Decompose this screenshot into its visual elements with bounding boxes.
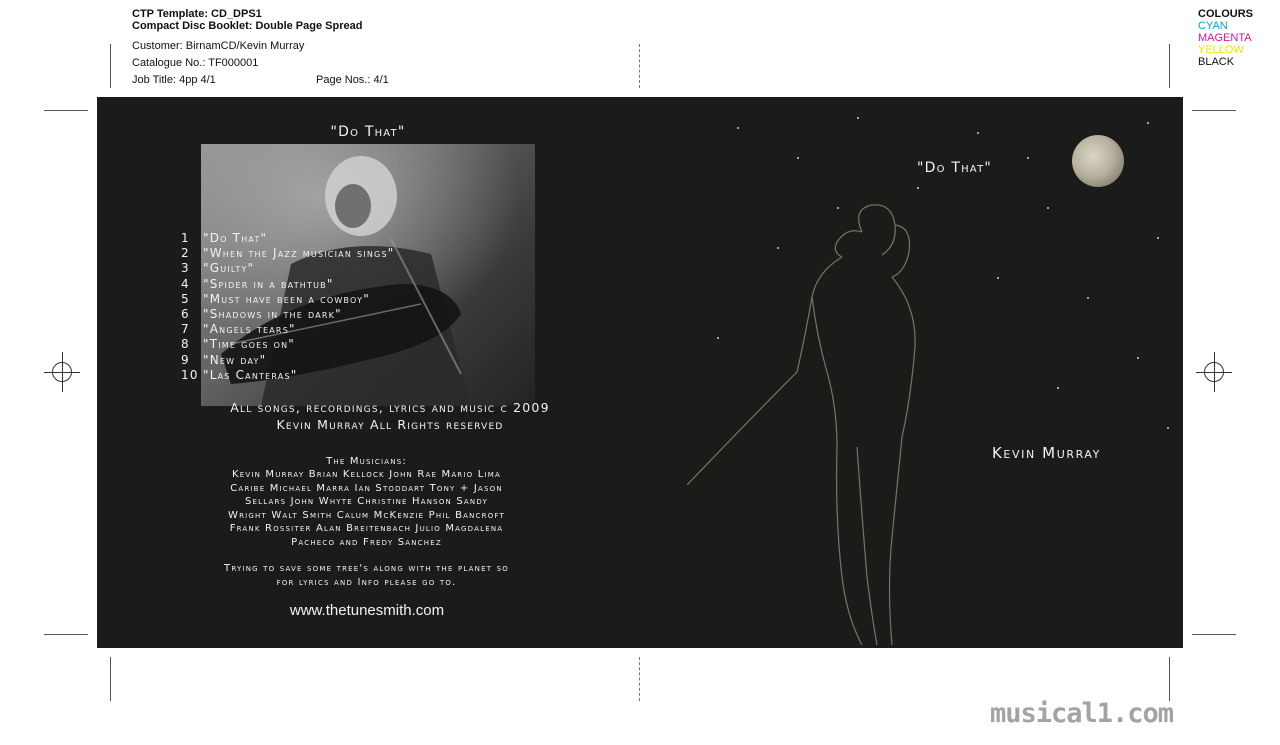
star [1027,157,1029,159]
star [1147,122,1149,124]
colour-magenta: MAGENTA [1198,32,1252,44]
musicians-line: Caribe Michael Marra Ian Stoddart Tony + Jason [230,482,503,494]
track-list-item: 6 "Shadows in the dark" [181,307,342,322]
star [997,277,999,279]
track-list-item: 9 "New day" [181,352,267,367]
track-list-item: 10 "Las Canteras" [181,367,298,382]
star [797,157,799,159]
copyright-line-1: All songs, recordings, lyrics and music c 2009 [230,400,550,415]
star [1047,207,1049,209]
star [977,132,979,134]
artist-name: Kevin Murray [992,444,1101,462]
track-list-item: 5 "Must have been a cowboy" [181,291,370,306]
colour-cyan: CYAN [1198,20,1228,32]
front-cover-title: "Do That" [917,160,993,176]
watermark-logo: musical1.com [990,698,1174,729]
star [1167,427,1169,429]
track-list-item: 3 "Guilty" [181,261,255,276]
crop-mark [1192,634,1236,635]
musicians-line: Wright Walt Smith Calum McKenzie Phil Bancroft [227,509,506,521]
registration-line [1214,352,1215,392]
track-list-item: 2 "When the Jazz musician sings" [181,246,395,261]
crop-mark [44,634,88,635]
track-list-item: 7 "Angels tears" [181,322,296,337]
catalogue-label: Catalogue No.: TF000001 [132,57,259,69]
customer-label: Customer: BirnamCD/Kevin Murray [132,40,305,52]
musicians-line: Sellars John Whyte Christine Hanson Sandy [244,496,488,507]
track-list-item: 1 "Do That" [181,231,268,245]
star [1057,387,1059,389]
colour-black: BLACK [1198,56,1235,68]
musicians-line: Pacheco and Fredy Sanchez [291,536,442,548]
moon-image [1072,135,1124,187]
crop-mark [110,44,111,88]
track-list-item: 8 "Time goes on" [181,337,296,352]
registration-line [62,352,63,392]
fold-mark [639,44,640,88]
track-list [181,231,394,383]
star [1087,297,1089,299]
fold-mark [639,657,640,701]
star [857,117,859,119]
musicians-line: Kevin Murray Brian Kellock John Rae Mario Lima [231,469,501,480]
crop-mark [1169,44,1170,88]
template-label: CTP Template: CD_DPS1 [132,8,262,20]
page-nos-label: Page Nos.: 4/1 [316,74,389,86]
booklet-type-label: Compact Disc Booklet: Double Page Spread [132,20,363,32]
copyright-line-2: Kevin Murray All Rights reserved [276,417,504,432]
colours-heading: COLOURS [1198,8,1253,20]
cd-booklet-spread [97,97,1183,648]
back-panel-title: "Do That" [330,124,406,140]
crop-mark [1192,110,1236,111]
star [917,187,919,189]
website-link[interactable]: www.thetunesmith.com [289,602,445,619]
musicians-line: Frank Rossiter Alan Breitenbach Julio Magdalena [229,523,504,534]
star [737,127,739,129]
colour-yellow: YELLOW [1198,44,1244,56]
silhouette-figure [687,197,947,647]
job-title-label: Job Title: 4pp 4/1 [132,74,216,86]
star [1157,237,1159,239]
crop-mark [110,657,111,701]
musicians-heading: The Musicians: [326,456,407,467]
crop-mark [44,110,88,111]
track-list-item: 4 "Spider in a bathtub" [181,276,334,291]
star [1137,357,1139,359]
note-line-2: for lyrics and Info please go to. [276,577,457,588]
crop-mark [1169,657,1170,701]
note-line-1: Trying to save some tree's along with the planet so [224,563,509,574]
